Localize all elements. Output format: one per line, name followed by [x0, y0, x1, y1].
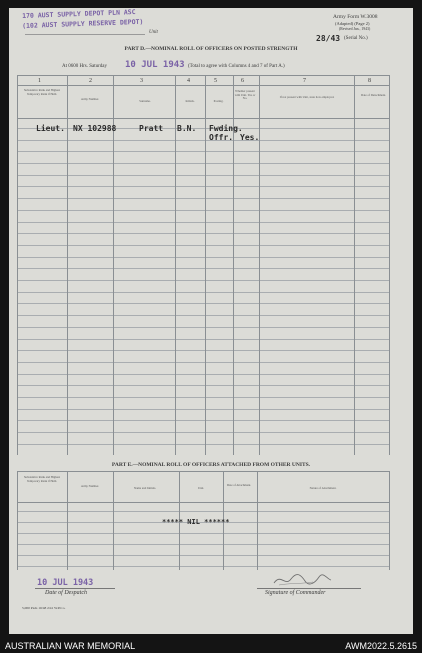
e-col-header-rank: Substantive Rank and Highest Temporary Rank if Held.: [23, 475, 61, 483]
ruled-line: [17, 268, 389, 269]
ruled-line: [17, 327, 389, 328]
col-header-rank: Substantive Rank and Highest Temporary Rank if Held.: [23, 88, 61, 96]
column-rule: [389, 75, 390, 455]
unit-stamp-line1: 170 AUST SUPPLY DEPOT PLN ASC: [22, 8, 136, 20]
ruled-line: [17, 544, 389, 545]
ruled-line: [17, 198, 389, 199]
col-number-1: 1: [38, 78, 41, 84]
entry-rank: Lieut.: [36, 124, 65, 133]
col-number-8: 8: [368, 78, 371, 84]
part-d-date-stamp: 10 JUL 1943: [125, 60, 185, 70]
column-rule: [67, 75, 68, 455]
e-col-header-nature: Nature of Attachment.: [309, 486, 337, 490]
signature-label: Signature of Commander: [265, 590, 326, 596]
entry-army-number: NX 102988: [73, 124, 117, 133]
ruled-line: [17, 511, 389, 512]
ruled-line: [17, 432, 389, 433]
part-e-nil-entry: ***** NIL ******: [162, 518, 230, 526]
col-number-6: 6: [241, 78, 244, 84]
ruled-line: [17, 175, 389, 176]
ruled-line: [17, 350, 389, 351]
form-page: [9, 8, 413, 634]
col-header-surname: Surname.: [139, 99, 151, 103]
unit-label: Unit: [149, 30, 158, 35]
ruled-line: [17, 397, 389, 398]
printer-note: 5,000 Pads 10/48 2/41 W.P.Co.: [22, 606, 66, 610]
ruled-line: [17, 163, 389, 164]
ruled-line: [17, 533, 389, 534]
column-rule: [67, 471, 68, 570]
unit-underline: [25, 34, 145, 35]
e-col-header-date: Date of Attachment.: [226, 483, 252, 487]
ruled-line: [17, 303, 389, 304]
column-rule: [113, 471, 114, 570]
ruled-line: [17, 566, 389, 567]
ruled-line: [17, 292, 389, 293]
ruled-line: [17, 222, 389, 223]
column-rule: [354, 75, 355, 455]
column-rule: [389, 471, 390, 570]
despatch-date-stamp: 10 JUL 1943: [37, 578, 94, 588]
ruled-line: [17, 374, 389, 375]
ruled-line: [17, 140, 389, 141]
despatch-date-label: Date of Despatch: [45, 590, 87, 596]
ruled-line: [17, 315, 389, 316]
ruled-line: [17, 420, 389, 421]
entry-posting-line1: Fwding.: [209, 124, 243, 133]
column-rule: [17, 75, 18, 455]
archive-footer: [0, 636, 422, 653]
e-col-header-name: Name and Initials.: [133, 486, 157, 490]
ruled-line: [17, 245, 389, 246]
entry-posting-line2: Offr.: [209, 133, 234, 142]
ruled-line: [17, 555, 389, 556]
ruled-line: [17, 210, 389, 211]
ruled-line: [17, 444, 389, 445]
form-id-line1: Army Form W.3008: [333, 14, 378, 20]
form-id-line2: (Adapted) (Page 2): [335, 21, 370, 26]
col-header-posting: Posting.: [213, 99, 224, 103]
ruled-line: [17, 233, 389, 234]
part-d-title: PART D.—NOMINAL ROLL OF OFFICERS ON POSTED STRENGTH: [124, 46, 298, 52]
col-header-army-number: Army Number.: [80, 97, 100, 101]
col-header-detachment: Date of Detachment.: [361, 93, 386, 97]
serial-label: (Serial No.): [344, 36, 368, 41]
entry-initials: B.N.: [177, 124, 197, 133]
col-number-7: 7: [303, 78, 306, 84]
ruled-line: [17, 339, 389, 340]
col-header-present: Whether present with Unit. Yes or No.: [234, 89, 256, 101]
col-header-initials: Initials.: [185, 99, 195, 103]
column-rule: [205, 75, 206, 455]
e-col-header-unit: Unit.: [197, 486, 205, 490]
serial-number: 28/43: [316, 34, 341, 43]
unit-stamp-line2: (102 AUST SUPPLY RESERVE DEPOT): [22, 17, 144, 30]
entry-present: Yes.: [240, 133, 260, 142]
column-rule: [259, 75, 260, 455]
col-number-3: 3: [140, 78, 143, 84]
ruled-line: [17, 409, 389, 410]
col-number-4: 4: [187, 78, 190, 84]
part-d-at-suffix: (Total to agree with Columns 4 and 7 of Part A.): [188, 64, 285, 69]
ruled-line: [17, 280, 389, 281]
form-id-line3: (Revised Jan., 1943): [339, 27, 371, 31]
ruled-line: [17, 186, 389, 187]
entry-surname: Pratt: [139, 124, 164, 133]
part-d-at-prefix: At 0600 Hrs. Saturday: [62, 64, 107, 69]
ruled-line: [17, 362, 389, 363]
ruled-line: [17, 257, 389, 258]
ruled-line: [17, 385, 389, 386]
part-e-title: PART E.—NOMINAL ROLL OF OFFICERS ATTACHED FROM OTHER UNITS.: [111, 462, 311, 468]
column-rule: [175, 75, 176, 455]
col-number-2: 2: [89, 78, 92, 84]
commander-signature: [271, 571, 333, 589]
col-header-employed: If not present with Unit, state how employed.: [279, 95, 335, 99]
column-rule: [17, 471, 18, 570]
archive-reference: AWM2022.5.2615: [345, 641, 417, 651]
ruled-line: [17, 151, 389, 152]
col-number-5: 5: [214, 78, 217, 84]
e-col-header-army-number: Army Number.: [80, 484, 100, 488]
column-rule: [257, 471, 258, 570]
archive-source: AUSTRALIAN WAR MEMORIAL: [5, 641, 136, 651]
